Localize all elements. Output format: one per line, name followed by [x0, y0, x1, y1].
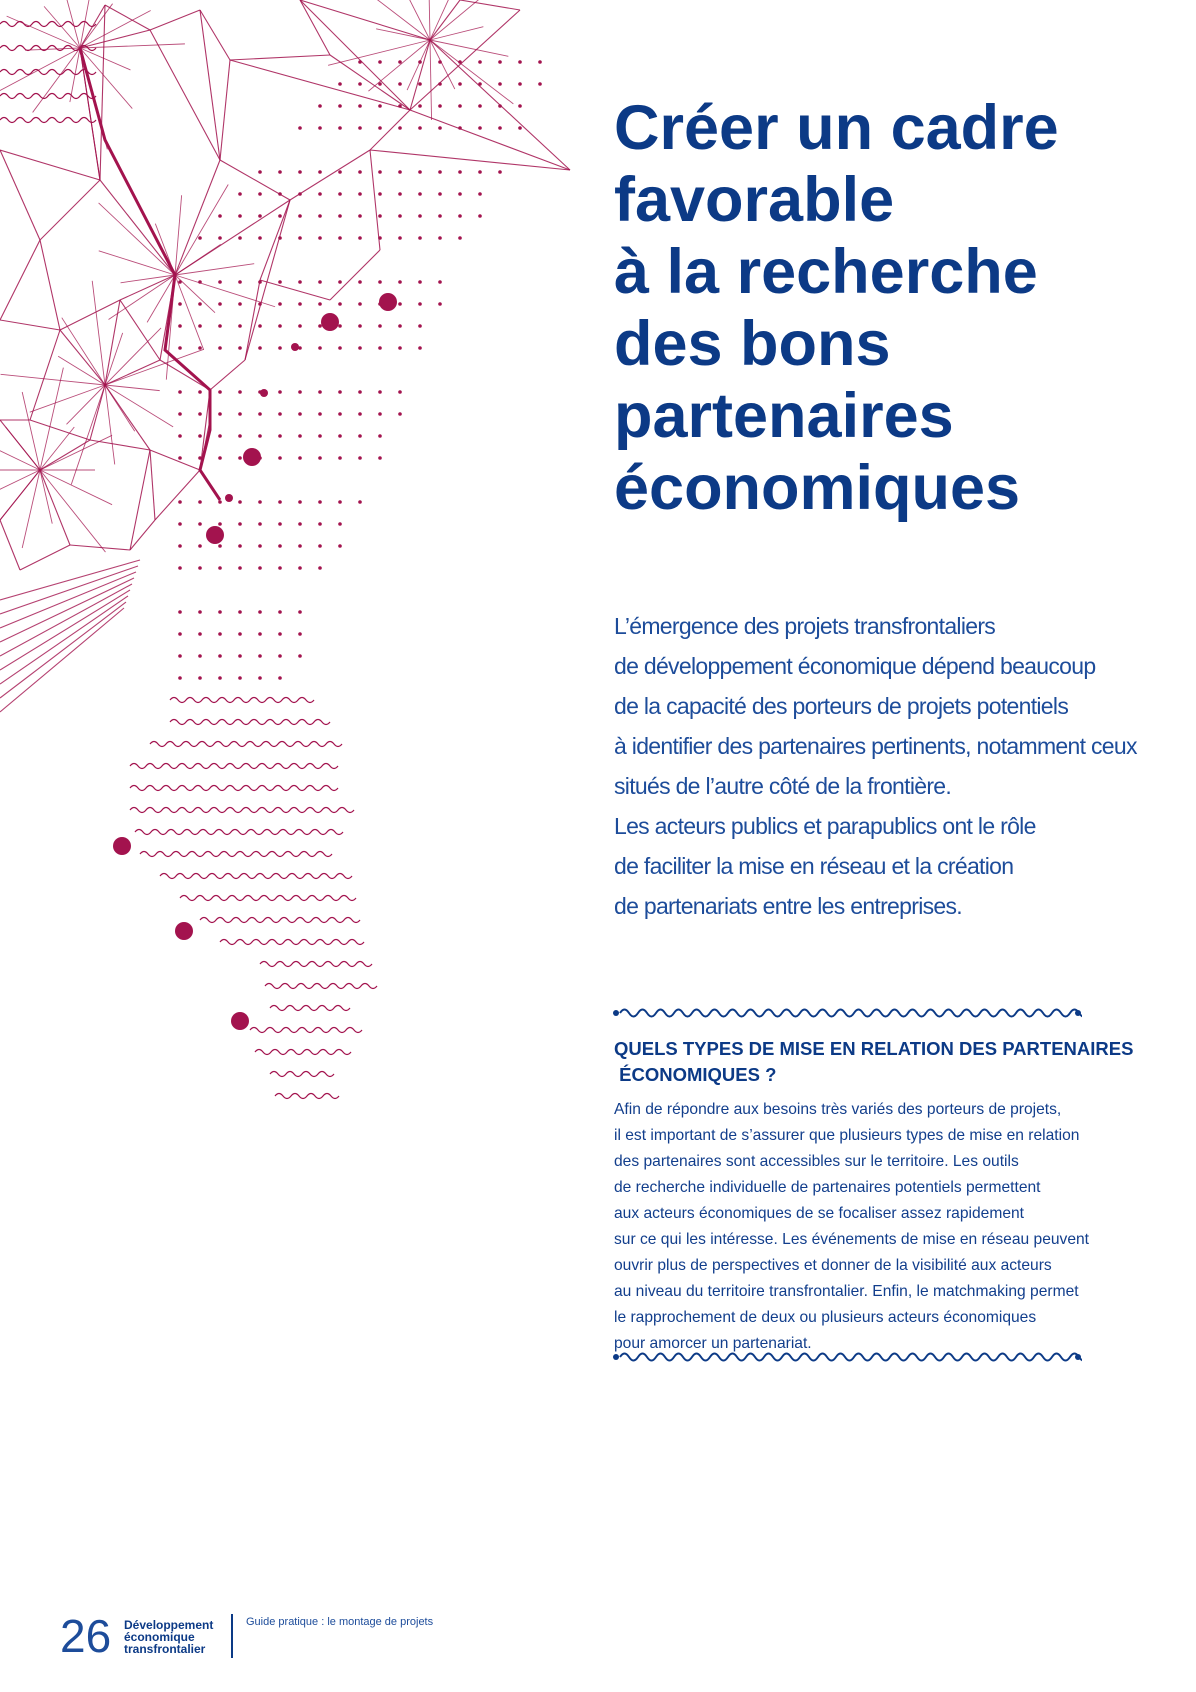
box-heading-line: QUELS TYPES DE MISE EN RELATION DES PARTENAIRES [614, 1038, 1134, 1059]
wave-divider-icon [612, 1347, 1082, 1367]
box-heading-line: ÉCONOMIQUES ? [614, 1064, 777, 1085]
box-body-line: de recherche individuelle de partenaires potentiels permettent [614, 1179, 1041, 1196]
network-illustration [0, 0, 580, 1120]
box-body-line: des partenaires sont accessibles sur le territoire. Les outils [614, 1153, 1019, 1170]
box-body-line: au niveau du territoire transfrontalier. Enfin, le matchmaking permet [614, 1283, 1079, 1300]
title-line: économiques [614, 453, 1021, 523]
wave-divider-icon [612, 1003, 1082, 1023]
intro-paragraph [614, 606, 1194, 926]
box-body-line: Afin de répondre aux besoins très variés des porteurs de projets, [614, 1101, 1062, 1118]
box-body-line: sur ce qui les intéresse. Les événements de mise en réseau peuvent [614, 1231, 1090, 1248]
title-line: favorable [614, 165, 895, 235]
box-body-line: pour amorcer un partenariat. [614, 1335, 812, 1352]
title-line: des bons [614, 309, 891, 379]
publication-line: transfrontalier [124, 1642, 206, 1656]
intro-line: de la capacité des porteurs de projets potentiels [614, 693, 1069, 719]
box-body-line: il est important de s’assurer que plusieurs types de mise en relation [614, 1127, 1080, 1144]
box-body [614, 1097, 1174, 1357]
title-line: à la recherche [614, 237, 1038, 307]
page-number: 26 [60, 1610, 112, 1662]
title-line: Créer un cadre [614, 93, 1059, 163]
title-line: partenaires [614, 381, 954, 451]
box-heading [614, 1036, 1154, 1088]
intro-line: à identifier des partenaires pertinents, notamment ceux [614, 733, 1137, 759]
box-body-line: aux acteurs économiques de se focaliser assez rapidement [614, 1205, 1024, 1222]
publication-line: Développement [124, 1618, 214, 1632]
intro-line: de développement économique dépend beaucoup [614, 653, 1096, 679]
guide-label: Guide pratique : le montage de projets [246, 1616, 434, 1628]
intro-line: de partenariats entre les entreprises. [614, 893, 962, 919]
intro-line: L’émergence des projets transfrontaliers [614, 613, 996, 639]
box-body-line: le rapprochement de deux ou plusieurs acteurs économiques [614, 1309, 1037, 1326]
box-body-line: ouvrir plus de perspectives et donner de la visibilité aux acteurs [614, 1257, 1052, 1274]
intro-line: situés de l’autre côté de la frontière. [614, 773, 952, 799]
publication-title [124, 1619, 213, 1655]
intro-line: de faciliter la mise en réseau et la création [614, 853, 1014, 879]
footer-divider [231, 1614, 233, 1658]
intro-line: Les acteurs publics et parapublics ont le rôle [614, 813, 1036, 839]
publication-line: économique [124, 1630, 195, 1644]
page-title [614, 92, 1174, 524]
